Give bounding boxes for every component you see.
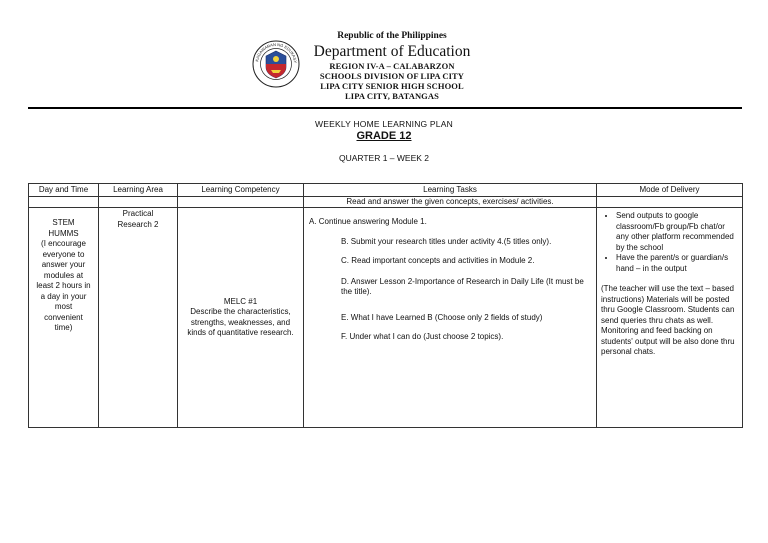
task-intro: Read and answer the given concepts, exercises/ activities. (304, 197, 597, 208)
day-time-line: most (54, 302, 73, 311)
col-header: Learning Tasks (304, 184, 597, 197)
col-header: Day and Time (29, 184, 99, 197)
header-divider (28, 107, 742, 109)
day-time-line: HUMMS (48, 228, 79, 238)
col-header: Learning Area (99, 184, 178, 197)
grade-title: GRADE 12 (356, 130, 412, 142)
table-cell (178, 197, 304, 208)
task-item: D. Answer Lesson 2-Importance of Research in Daily Life (It must be the title). (341, 276, 584, 296)
task-item: F. Under what I can do (Just choose 2 topics). (341, 332, 504, 341)
division-line: SCHOOLS DIVISION OF LIPA CITY (319, 71, 465, 81)
col-header: Learning Competency (178, 184, 304, 197)
day-time-line: answer your (41, 260, 86, 269)
competency-cell (178, 208, 304, 428)
delivery-cell (597, 208, 743, 428)
col-header: Mode of Delivery (597, 184, 743, 197)
day-time-line: (I encourage (41, 239, 86, 248)
task-item: E. What I have Learned B (Choose only 2 fields of study) (341, 312, 543, 322)
seal-lettering: KAGAWARAN NG EDUKASY (254, 41, 299, 64)
table-cell (29, 197, 99, 208)
plan-title: WEEKLY HOME LEARNING PLAN (315, 119, 453, 129)
day-time-line: everyone to (42, 249, 85, 259)
delivery-note: (The teacher will use the text – based instructions) Materials will be posted thru Google Classroom. Students can send queries thru chats as well. Monitoring and feed backing on students' output will be also done thru personal chats. (601, 284, 735, 356)
task-item: C. Read important concepts and activities in Module 2. (341, 256, 535, 265)
day-time-line: time) (54, 323, 73, 332)
quarter-title: QUARTER 1 – WEEK 2 (338, 153, 430, 163)
task-item: A. Continue answering Module 1. (309, 217, 427, 226)
table-header-row (29, 184, 743, 197)
learning-plan-table (28, 183, 743, 428)
competency-code: MELC #1 (223, 296, 258, 306)
location-line: LIPA CITY, BATANGAS (345, 91, 439, 101)
school-line: LIPA CITY SENIOR HIGH SCHOOL (320, 81, 464, 91)
day-time-line: convenient (44, 312, 83, 322)
day-time-line: modules at (43, 270, 84, 280)
department-name: Department of Education (313, 43, 471, 60)
republic-line: Republic of the Philippines (337, 31, 447, 41)
table-row (29, 197, 743, 208)
day-time-line: least 2 hours in (36, 281, 91, 290)
table-cell (597, 197, 743, 208)
learning-area-line: Practical (122, 209, 154, 218)
table-row (29, 208, 743, 428)
day-time-line: a day in your (40, 291, 87, 301)
learning-area-line: Research 2 (117, 219, 159, 229)
delivery-bullet: • Send outputs to google classroom/Fb group/Fb chat/or any other platform recommended by the school (616, 211, 739, 253)
region-line: REGION IV-A – CALABARZON (329, 61, 455, 71)
table-cell (99, 197, 178, 208)
competency-text: Describe the characteristics, strengths, weaknesses, and kinds of quantitative research. (187, 307, 294, 337)
delivery-bullet: • Have the parent/s or guardian/s hand – in the output (616, 253, 739, 274)
delivery-list (601, 211, 739, 274)
letterhead (292, 30, 492, 101)
learning-area-cell (99, 208, 178, 428)
tasks-cell (304, 208, 597, 428)
task-item: B. Submit your research titles under activity 4.(5 titles only). (341, 236, 552, 246)
day-time-line: STEM (52, 218, 75, 227)
day-time-cell (29, 208, 99, 428)
